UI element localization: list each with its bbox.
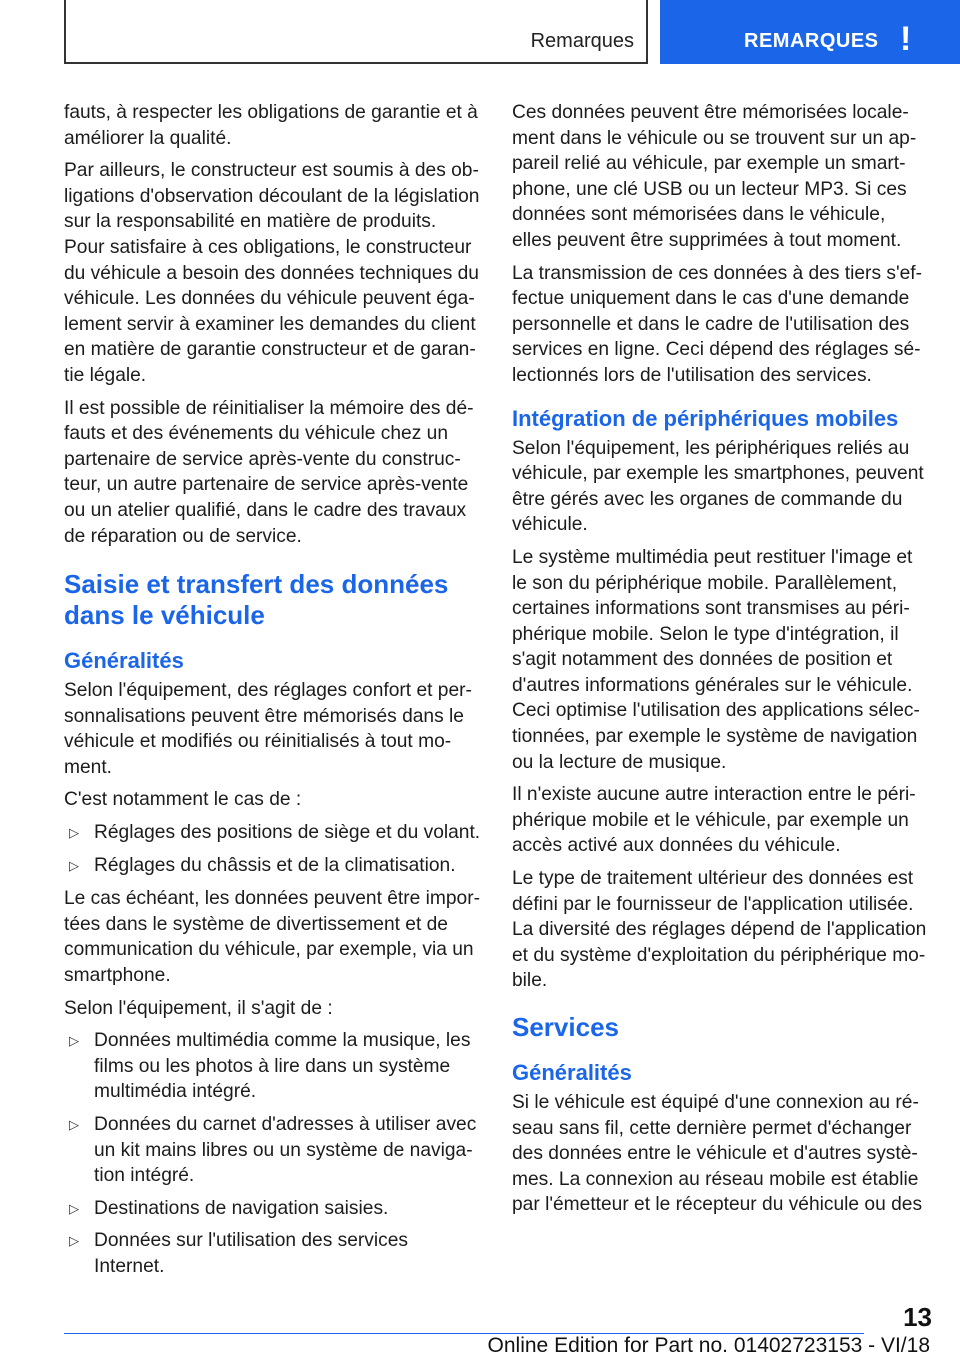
list-item-text: Destinations de navigation saisies. [94,1197,389,1219]
list-item [64,1028,482,1105]
subsection-heading: Généralités [64,648,184,674]
list-item-text: Données sur l'utilisation des services Internet. [94,1230,409,1277]
paragraph: Ces données peuvent être mémorisées localement dans le véhicule ou se trouvent sur un appareil relié au véhicule, par exemple un smartphone, une clé USB ou un lecteur MP3. Si ces données sont mémorisées dans le véhicule, elles peuvent être supprimées à tout moment. [512,102,917,251]
triangle-bullet-icon: ▷ [69,825,79,841]
bullet-list [64,820,482,878]
list-item-text: Réglages du châssis et de la climatisation. [94,854,456,876]
exclamation-icon: ! [900,20,912,58]
triangle-bullet-icon: ▷ [69,1233,79,1249]
footer-edition: Online Edition for Part no. 01402723153 - VI/18 [487,1334,930,1357]
header-section-box [64,0,648,64]
paragraph: Selon l'équipement, des réglages confort et personnalisations peuvent être mémorisés dans le véhicule et modifiés ou réinitialisés à tout moment. [64,680,472,778]
chapter-tab [660,0,960,64]
paragraph: Il est possible de réinitialiser la mémoire des défauts et des événements du véhicule chez un partenaire de service après-vente du constructeur, un autre partenaire de service après-vente ou un atelier qualifié, dans le cadre des travaux de réparation ou de service. [64,397,474,547]
list-item-text: Réglages des positions de siège et du volant. [94,822,481,844]
triangle-bullet-icon: ▷ [69,1033,79,1049]
paragraph: Le cas échéant, les données peuvent être importées dans le système de divertissement et de communication du véhicule, par exemple, via un smartphone. [64,888,480,987]
list-item [64,1228,482,1279]
paragraph: Il n'existe aucune autre interaction entre le périphérique mobile et le véhicule, par exemple un accès activé aux données du véhicule. [512,784,916,857]
paragraph: fauts, à respecter les obligations de garantie et à améliorer la qualité. [64,102,478,149]
paragraph: C'est notamment le cas de : [64,789,302,811]
paragraph: Si le véhicule est équipé d'une connexion au réseau sans fil, cette dernière permet d'échanger des données entre le véhicule et d'autres systèmes. La connexion au réseau mobile est établie par l'émetteur et le récepteur du véhicule ou des [512,1092,923,1216]
section-heading: Services [512,1012,619,1042]
list-item-text: Données du carnet d'adresses à utiliser avec un kit mains libres ou un système de navigation intégré. [94,1114,477,1187]
paragraph: Par ailleurs, le constructeur est soumis à des obligations d'observation découlant de la législation sur la responsabilité en matière de produits. Pour satisfaire à ces obligations, le constructeur du véhicule a besoin des données techniques du véhicule. Les données du véhicule peuvent également servir à examiner les demandes du client en matière de garantie constructeur et de garantie légale. [64,160,480,386]
list-item [64,853,482,879]
triangle-bullet-icon: ▷ [69,1200,79,1216]
paragraph: Selon l'équipement, les périphériques reliés au véhicule, par exemple les smartphones, peuvent être gérés avec les organes de commande du véhicule. [512,437,924,536]
list-item [64,820,482,846]
section-heading: Saisie et transfert des données dans le véhicule [64,569,449,631]
paragraph: Selon l'équipement, il s'agit de : [64,997,333,1019]
subsection-heading: Intégration de périphériques mobiles [512,405,899,431]
paragraph: La transmission de ces données à des tiers s'effectue uniquement dans le cas d'une demande personnelle et dans le cadre de l'utilisation des services en ligne. Ceci dépend des réglages sélectionnés lors de l'utilisation des services. [512,262,923,386]
subsection-heading: Généralités [512,1060,632,1085]
section-title: Remarques [530,30,634,52]
left-column [64,100,482,1288]
list-item-text: Données multimédia comme la musique, les films ou les photos à lire dans un système multimédia intégré. [94,1030,471,1103]
paragraph: Le système multimédia peut restituer l'image et le son du périphérique mobile. Parallèlement, certaines informations sont transmises au périphérique mobile. Selon le type d'intégration, il s'agit notamment des données de position et d'autres informations générales sur le véhicule. Ceci optimise l'utilisation des applications sélectionnées, par exemple le système de navigation ou la lecture de musique. [512,546,920,773]
chapter-title: REMARQUES [744,30,879,52]
right-column [512,100,930,1225]
bullet-list [64,1028,482,1279]
triangle-bullet-icon: ▷ [69,1117,79,1132]
paragraph: Le type de traitement ultérieur des données est défini par le fournisseur de l'application utilisée. La diversité des réglages dépend de l'application et du système d'exploitation du périphérique mobile. [512,868,927,992]
list-item [64,1196,482,1222]
page-number: 13 [903,1302,932,1332]
triangle-bullet-icon: ▷ [69,857,79,873]
list-item [64,1112,482,1189]
